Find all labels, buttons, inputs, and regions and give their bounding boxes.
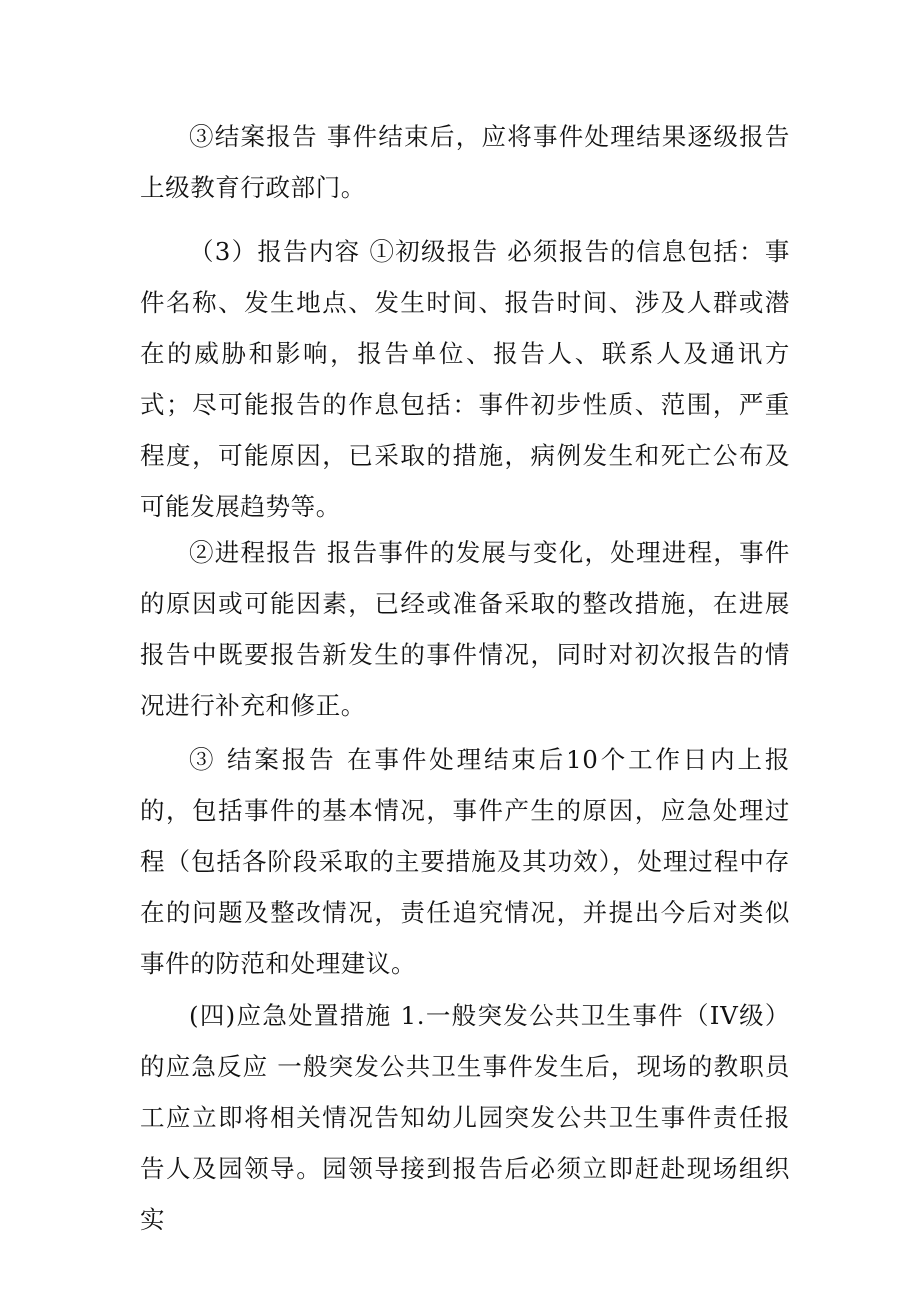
paragraph-report-content: （3）报告内容 ①初级报告 必须报告的信息包括：事件名称、发生地点、发生时间、报告时间、涉及人群或潜在的威胁和影响，报告单位、报告人、联系人及通讯方式；尽可能报告的作息包括：事件初步性质、范围，严重程度，可能原因，已采取的措施，病例发生和死亡公布及可能发展趋势等。 (140, 237, 790, 521)
paragraph-final-report: ③ 结案报告 在事件处理结束后10个工作日内上报的，包括事件的基本情况，事件产生的原因，应急处理过程（包括各阶段采取的主要措施及其功效），处理过程中存在的问题及整改情况，责任追究情况，并提出今后对类似事件的防范和处理建议。 (140, 745, 790, 978)
paragraph-emergency-measures: (四)应急处置措施 1.一般突发公共卫生事件（IV级）的应急反应 一般突发公共卫生事件发生后，现场的教职员工应立即将相关情况告知幼儿园突发公共卫生事件责任报告人及园领导。园领导接到报告后必须立即赶赴现场组织实 (140, 1001, 790, 1234)
paragraph-closing-report: ③结案报告 事件结束后，应将事件处理结果逐级报告上级教育行政部门。 (140, 122, 790, 202)
paragraph-progress-report: ②进程报告 报告事件的发展与变化，处理进程，事件的原因或可能因素，已经或准备采取的整改措施，在进展报告中既要报告新发生的事件情况，同时对初次报告的情况进行补充和修正。 (140, 538, 790, 720)
